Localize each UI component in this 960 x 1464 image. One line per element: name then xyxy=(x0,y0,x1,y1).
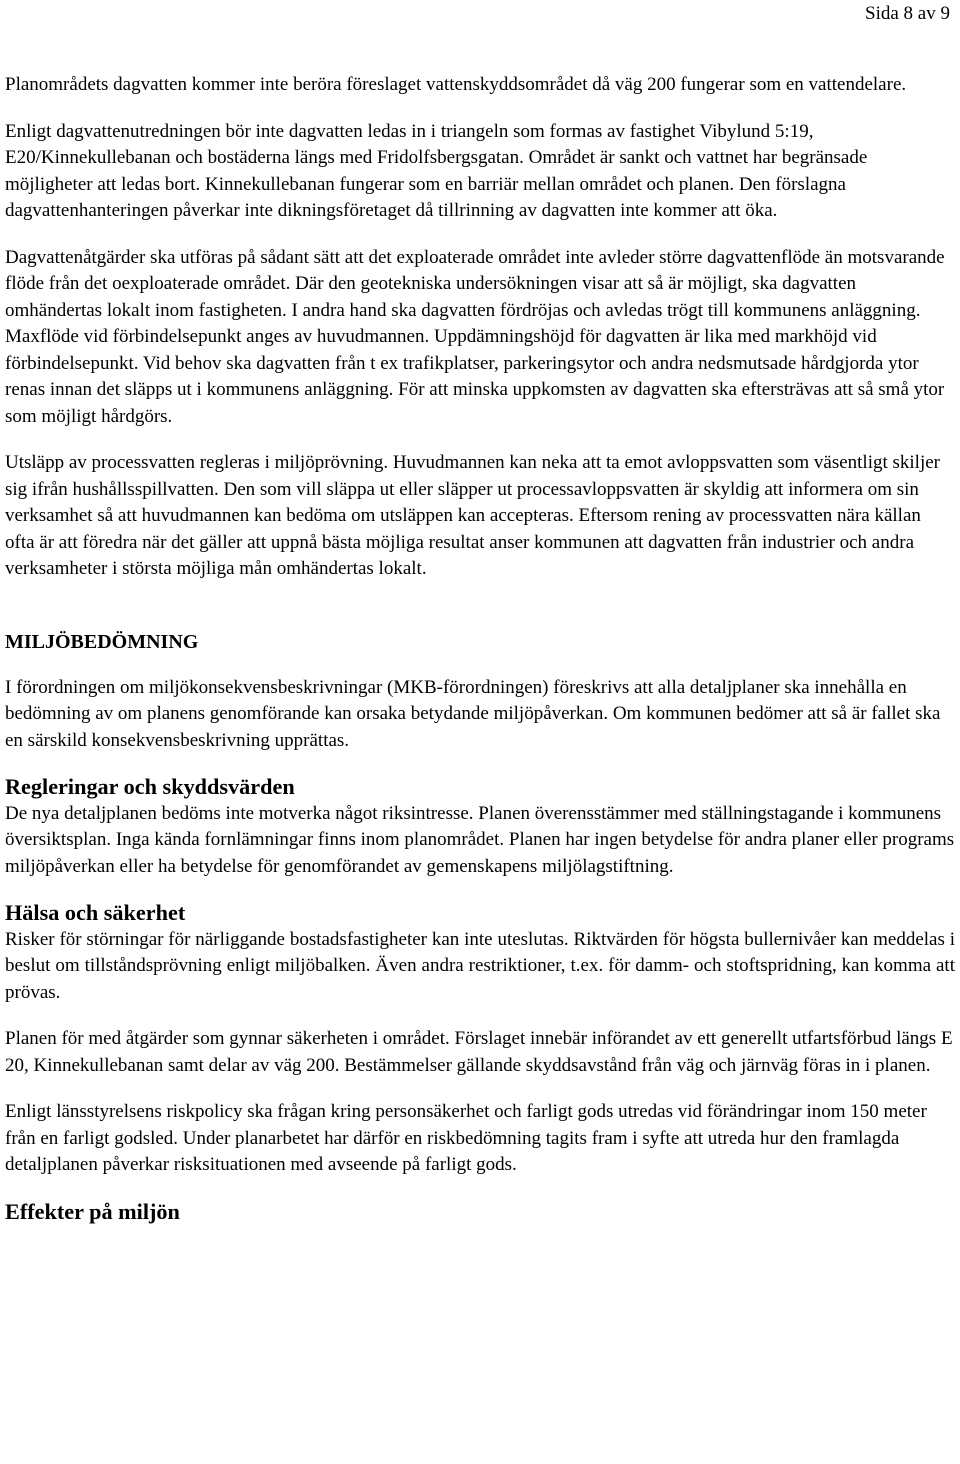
paragraph-riskpolicy: Enligt länsstyrelsens riskpolicy ska frågan kring personsäkerhet och farligt gods utredas vid förändringar inom 150 meter från en farligt godsled. Under planarbetet har därför en riskbedömning tagits fram i syfte att utreda hur den framlagda detaljplanen påverkar risksituationen med avseende på farligt gods. xyxy=(5,1101,927,1175)
paragraph-processvatten: Utsläpp av processvatten regleras i miljöprövning. Huvudmannen kan neka att ta emot avloppsvatten som väsentligt skiljer sig ifrån hushållsspillvatten. Den som vill släppa ut eller släpper ut processavloppsvatten är skyldig att informera om sin verksamhet så att huvudmannen kan bedöma om utsläppen kan accepteras. Eftersom rening av processvatten nära källan ofta är att föredra när det gäller att uppnå bästa möjliga resultat anser kommunen att dagvatten från industrier och andra verksamheter i största möjliga mån omhändertas lokalt. xyxy=(5,452,940,579)
document-body xyxy=(5,72,955,1225)
paragraph-dagvattenatgarder: Dagvattenåtgärder ska utföras på sådant sätt att det exploaterade området inte avleder större dagvattenflöde än motsvarande flöde från det oexploaterade området. Där den geotekniska undersökningen visar att så är möjligt, ska dagvatten omhändertas lokalt inom fastigheten. I andra hand ska dagvatten fördröjas och avledas trögt till kommunens anläggning. Maxflöde vid förbindelsepunkt anges av huvudmannen. Uppdämningshöjd för dagvatten är lika med markhöjd vid förbindelsepunkt. Vid behov ska dagvatten från t ex trafikplatser, parkeringsytor och andra nedsmutsade hårdgjorda ytor renas innan det släpps ut i kommunens anläggning. För att minska uppkomsten av dagvatten ska eftersträvas att så små ytor som möjligt hårdgörs. xyxy=(5,246,945,427)
paragraph-dagvattenutredning: Enligt dagvattenutredningen bör inte dagvatten ledas in i triangeln som formas av fastighet Vibylund 5:19, E20/Kinnekullebanan och bostäderna längs med Fridolfsbergsgatan. Området är sankt och vattnet har begränsade möjligheter att ledas bort. Kinnekullebanan fungerar som en barriär mellan området och planen. Den förslagna dagvattenhanteringen påverkar inte dikningsföretaget då tillrinning av dagvatten inte kommer att öka. xyxy=(5,120,868,221)
heading-halsa-sakerhet: Hälsa och säkerhet xyxy=(5,900,186,925)
heading-miljobedomning: MILJÖBEDÖMNING xyxy=(5,630,199,653)
page-number: Sida 8 av 9 xyxy=(865,3,950,24)
heading-effekter-miljon: Effekter på miljön xyxy=(5,1198,180,1224)
paragraph-vattenskydd: Planområdets dagvatten kommer inte beröra föreslaget vattenskyddsområdet då väg 200 fungerar som en vattendelare. xyxy=(5,74,907,95)
paragraph-mkb: I förordningen om miljökonsekvensbeskrivningar (MKB-förordningen) föreskrivs att alla detaljplaner ska innehålla en bedömning av om planens genomförande kan orsaka betydande miljöpåverkan. Om kommunen bedömer att så är fallet ska en särskild konsekvensbeskrivning upprättas. xyxy=(5,676,941,751)
paragraph-sakerhet-atgarder: Planen för med åtgärder som gynnar säkerheten i området. Förslaget innebär införandet av ett generellt utfartsförbud längs E 20, Kinnekullebanan samt delar av väg 200. Bestämmelser gällande skyddsavstånd från väg och järnväg föras in i planen. xyxy=(5,1028,953,1076)
paragraph-storningar: Risker för störningar för närliggande bostadsfastigheter kan inte uteslutas. Riktvärden för högsta bullernivåer kan meddelas i beslut om tillståndsprövning enligt miljöbalken. Även andra restriktioner, t.ex. för damm- och stoftspridning, kan komma att prövas. xyxy=(5,928,955,1003)
paragraph-regleringar: De nya detaljplanen bedöms inte motverka något riksintresse. Planen överensstämmer med ställningstagande i kommunens översiktsplan. Inga kända fornlämningar finns inom planområdet. Planen har ingen betydelse för andra planer eller programs miljöpåverkan eller ha betydelse för genomförandet av gemenskapens miljölagstiftning. xyxy=(5,802,955,877)
heading-regleringar: Regleringar och skyddsvärden xyxy=(5,774,295,799)
